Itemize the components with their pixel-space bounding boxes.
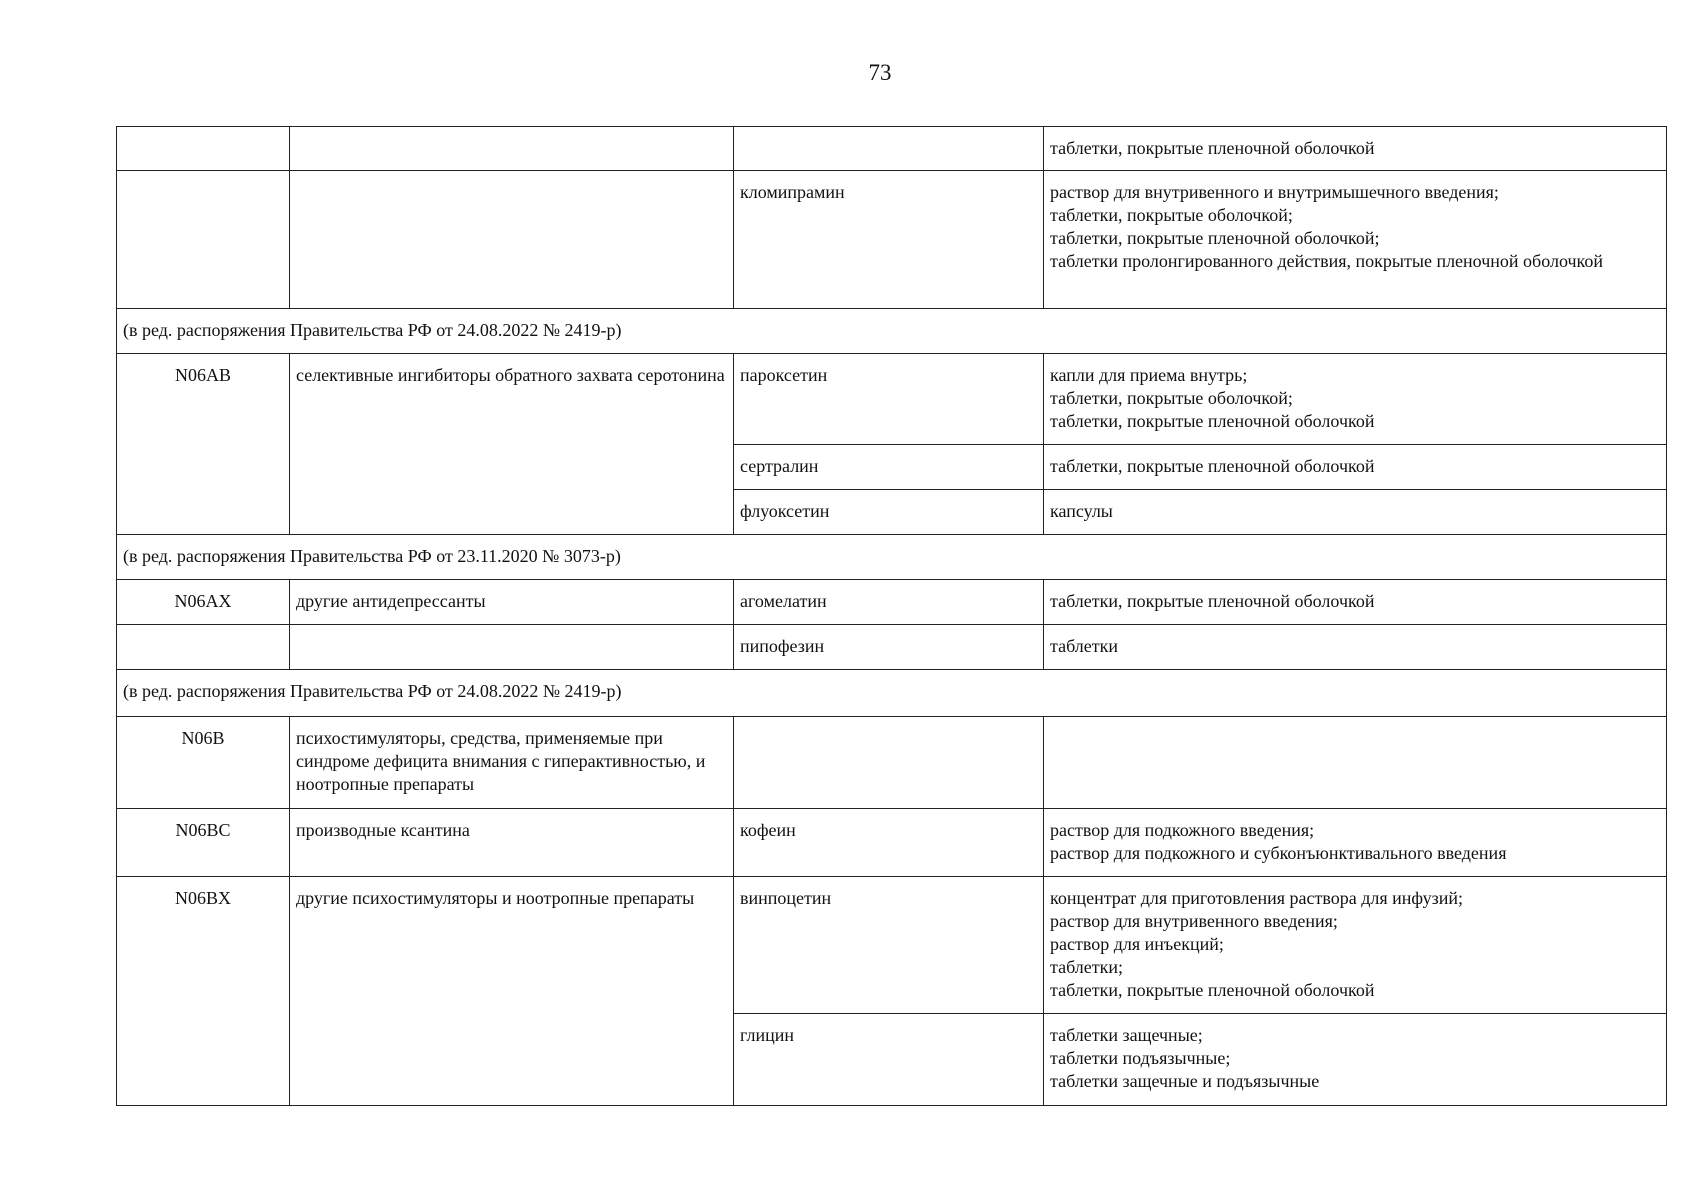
- dosage-form-cell: капли для приема внутрь; таблетки, покрытые оболочкой; таблетки, покрытые пленочной оболочкой: [1044, 354, 1667, 445]
- dosage-form-cell: таблетки защечные; таблетки подъязычные; таблетки защечные и подъязычные: [1044, 1014, 1667, 1106]
- atc-code: N06BX: [117, 877, 290, 1106]
- dosage-form-cell: таблетки, покрытые пленочной оболочкой: [1044, 445, 1667, 490]
- page-number: 73: [868, 60, 892, 85]
- pharmacological-group: психостимуляторы, средства, применяемые при синдроме дефицита внимания с гиперактивностью, и ноотропные препараты: [290, 717, 734, 809]
- dosage-form-cell: раствор для подкожного введения; раствор для подкожного и субконъюнктивального введения: [1044, 809, 1667, 877]
- group-cell: [290, 127, 734, 171]
- table-row: [117, 354, 1667, 445]
- drug-cell: [734, 127, 1044, 171]
- table-row: [117, 625, 1667, 670]
- drug-cell: [734, 717, 1044, 809]
- atc-code: N06BC: [117, 809, 290, 877]
- drug-name: пароксетин: [734, 354, 1044, 445]
- dosage-form-cell: [1044, 717, 1667, 809]
- dosage-form-cell: раствор для внутривенного и внутримышечного введения; таблетки, покрытые оболочкой; таблетки, покрытые пленочной оболочкой; таблетки пролонгированного действия, покрытые пленочной оболочкой: [1044, 171, 1667, 309]
- drug-table: [116, 126, 1667, 1106]
- drug-name: винпоцетин: [734, 877, 1044, 1014]
- table-row: [117, 580, 1667, 625]
- table-row: [117, 877, 1667, 1014]
- amendment-note-row: [117, 309, 1667, 354]
- drug-name: глицин: [734, 1014, 1044, 1106]
- pharmacological-group: другие антидепрессанты: [290, 580, 734, 625]
- amendment-note-row: [117, 670, 1667, 717]
- drug-name: пипофезин: [734, 625, 1044, 670]
- code-cell: [117, 625, 290, 670]
- table-row: [117, 171, 1667, 309]
- dosage-form-cell: капсулы: [1044, 490, 1667, 535]
- pharmacological-group: производные ксантина: [290, 809, 734, 877]
- amendment-note: (в ред. распоряжения Правительства РФ от 24.08.2022 № 2419-р): [117, 670, 1667, 717]
- pharmacological-group: селективные ингибиторы обратного захвата серотонина: [290, 354, 734, 535]
- dosage-form-cell: таблетки, покрытые пленочной оболочкой: [1044, 580, 1667, 625]
- table-row: [117, 127, 1667, 171]
- atc-code: N06B: [117, 717, 290, 809]
- code-cell: [117, 171, 290, 309]
- drug-name: флуоксетин: [734, 490, 1044, 535]
- dosage-form-cell: таблетки, покрытые пленочной оболочкой: [1044, 127, 1667, 171]
- amendment-note: (в ред. распоряжения Правительства РФ от 23.11.2020 № 3073-р): [117, 535, 1667, 580]
- amendment-note-row: [117, 535, 1667, 580]
- amendment-note: (в ред. распоряжения Правительства РФ от 24.08.2022 № 2419-р): [117, 309, 1667, 354]
- code-cell: [117, 127, 290, 171]
- table-row: [117, 717, 1667, 809]
- dosage-form-cell: таблетки: [1044, 625, 1667, 670]
- group-cell: [290, 171, 734, 309]
- drug-cell: кломипрамин: [734, 171, 1044, 309]
- drug-name: кофеин: [734, 809, 1044, 877]
- atc-code: N06AB: [117, 354, 290, 535]
- group-cell: [290, 625, 734, 670]
- table-row: [117, 809, 1667, 877]
- atc-code: N06AX: [117, 580, 290, 625]
- pharmacological-group: другие психостимуляторы и ноотропные препараты: [290, 877, 734, 1106]
- drug-name: агомелатин: [734, 580, 1044, 625]
- drug-name: сертралин: [734, 445, 1044, 490]
- dosage-form-cell: концентрат для приготовления раствора для инфузий; раствор для внутривенного введения; раствор для инъекций; таблетки; таблетки, покрытые пленочной оболочкой: [1044, 877, 1667, 1014]
